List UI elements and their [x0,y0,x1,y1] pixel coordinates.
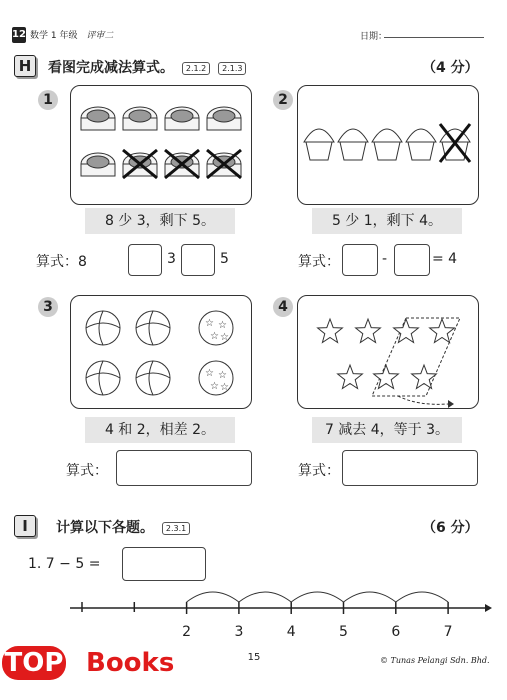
mooncake-icon [81,107,115,130]
minus-sign: - [382,251,388,267]
mooncake-icon [123,107,157,130]
section-h-badge: H [14,55,36,77]
curriculum-code: 2.1.2 [182,62,210,75]
balls-illustration [71,296,251,408]
cupcakes-illustration [298,86,478,204]
star-icon [412,365,437,389]
cupcake-icon [338,129,368,160]
mooncake-picture-card [70,85,252,205]
equation-answer-box[interactable] [116,450,252,486]
section-i-score: （6 分） [422,520,479,536]
answer-box[interactable] [342,244,378,276]
assessment-name: 评审二 [86,31,114,41]
brand-watermark [0,612,180,688]
svg-text:☆: ☆ [218,370,227,381]
number-line-label: 6 [391,624,401,640]
section-h-score: （4 分） [422,60,479,76]
equation-result: = 4 [432,251,458,267]
date-label: 日期： [360,32,388,42]
section-h-title [48,57,246,77]
curriculum-code: 2.3.1 [162,522,190,535]
answer-box[interactable] [181,244,215,276]
svg-text:☆: ☆ [218,320,227,331]
equation-answer-box[interactable] [342,450,478,486]
question-1-label: 1. 7 − 5 = [28,556,101,572]
takeaway-arrow-icon [398,396,448,404]
stars-illustration [298,296,478,408]
section-i-title [56,517,190,537]
problem-caption: 5 少 1，剩下 4。 [312,208,462,234]
problem-caption: 7 减去 4，等于 3。 [312,417,462,443]
number-line-label: 4 [286,624,296,640]
cupcake-icon [304,129,334,160]
problem-caption: 4 和 2，相差 2。 [85,417,235,443]
curriculum-code: 2.1.3 [218,62,246,75]
section-i-title-text: 计算以下各题。 [56,520,154,536]
svg-text:☆: ☆ [205,368,214,379]
stars-picture-card [297,295,479,409]
brand-logo-top: TOP [2,646,66,680]
equation-number: 5 [220,251,229,267]
answer-box[interactable] [394,244,430,276]
answer-box[interactable] [128,244,162,276]
section-i-badge: I [14,515,36,537]
star-icon [338,365,363,389]
svg-text:☆: ☆ [210,331,219,342]
star-icon [318,319,343,343]
svg-text:☆: ☆ [205,318,214,329]
jump-arc [239,592,291,602]
beach-ball-icon [86,361,120,395]
equation-label: 算式： [298,463,340,479]
problem-number: 3 [38,297,58,317]
jump-arc [291,592,343,602]
balls-picture-card [70,295,252,409]
svg-text:☆: ☆ [220,382,229,393]
number-line-label: 7 [443,624,453,640]
equation-number: 3 [167,251,176,267]
star-icon [356,319,381,343]
problem-caption: 8 少 3，剩下 5。 [85,208,235,234]
date-line [384,37,484,38]
copyright: © Tunas Pelangi Sdn. Bhd. [380,656,490,665]
beach-ball-icon [136,311,170,345]
number-line-label: 2 [182,624,192,640]
equation-label: 算式：8 [36,254,87,270]
mooncake-icon [207,107,241,130]
cupcake-icon [406,129,436,160]
star-ball-icon [199,311,233,345]
problem-number: 2 [273,90,293,110]
problem-number: 4 [273,297,293,317]
section-h-title-text: 看图完成减法算式。 [48,60,174,76]
jump-arc [344,592,396,602]
number-line-label: 3 [234,624,244,640]
arrow-head-icon [448,400,454,408]
mooncake-icon [165,107,199,130]
equation-label: 算式： [298,254,340,270]
jump-arc [187,592,239,602]
question-1-answer-box[interactable] [122,547,206,581]
problem-number: 1 [38,90,58,110]
cupcake-icon [372,129,402,160]
svg-text:☆: ☆ [210,381,219,392]
mooncake-icon [81,153,115,176]
arrow-head-icon [485,604,492,612]
equation-label: 算式： [66,463,108,479]
cupcake-picture-card [297,85,479,205]
jump-arc [396,592,448,602]
beach-ball-icon [86,311,120,345]
brand-logo-books: Books [86,648,175,678]
mooncakes-illustration [71,86,251,204]
svg-text:☆: ☆ [220,332,229,343]
page-number: 15 [247,652,261,663]
beach-ball-icon [136,361,170,395]
star-ball-icon [199,361,233,395]
number-line-label: 5 [339,624,348,640]
book-logo: 12 [12,27,26,43]
subject-grade: 数学 1 年级 [30,31,78,41]
header-title [30,28,113,41]
